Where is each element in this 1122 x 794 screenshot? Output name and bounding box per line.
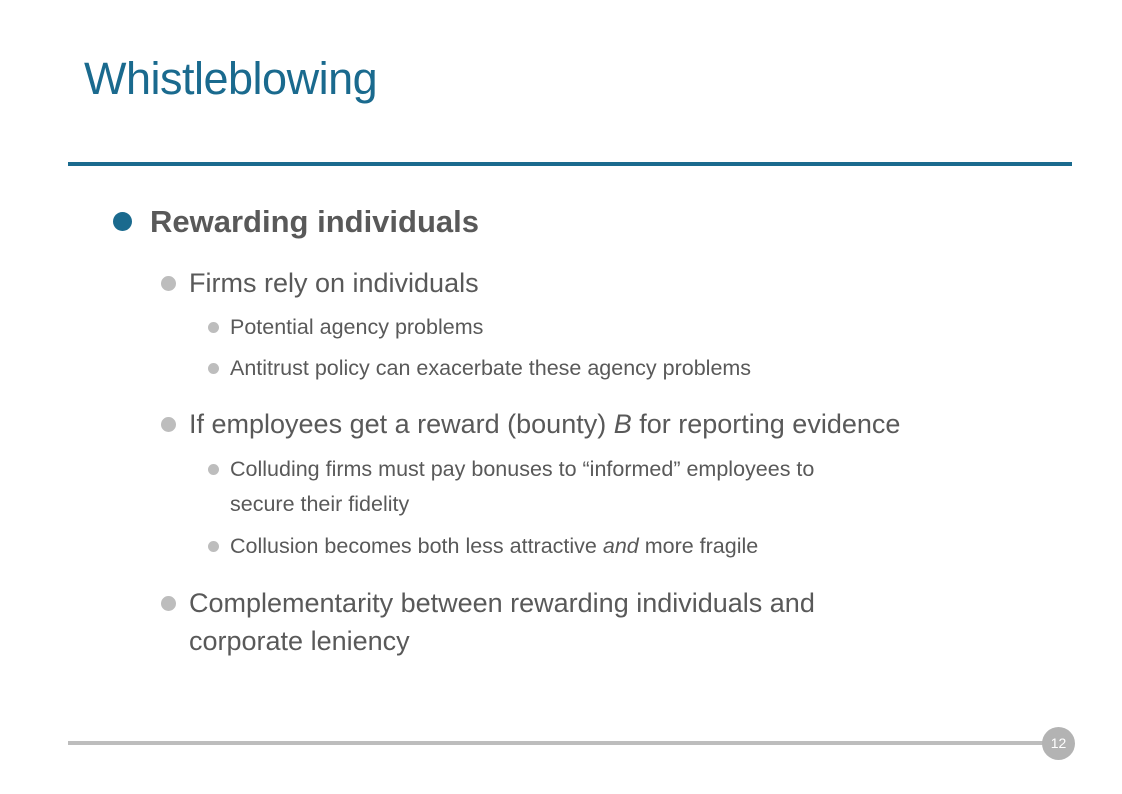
bullet-icon [208,464,219,475]
bullet-collusion-fragile [230,529,758,563]
bullet-antitrust-policy: Antitrust policy can exacerbate these agency problems [230,356,752,380]
collusion-text-start: Collusion becomes both less attractive [230,534,603,558]
bullet-icon [161,417,176,432]
bullet-icon [161,596,176,611]
bullet-complementarity-line1: Complementarity between rewarding individuals and [189,588,815,618]
bullet-employee-reward [189,405,900,443]
bullet-colluding-firms-line2: secure their fidelity [230,492,410,516]
collusion-text-end: more fragile [638,534,759,558]
footer-divider [68,741,1052,745]
bullet-icon [208,322,219,333]
bullet-icon [208,541,219,552]
title-divider [68,162,1072,166]
page-number: 12 [1042,727,1075,760]
reward-text-end: for reporting evidence [631,409,901,439]
bullet-colluding-firms-line1: Colluding firms must pay bonuses to “informed” employees to [230,457,815,481]
bullet-icon [113,212,132,231]
slide-title: Whistleblowing [84,53,378,104]
bullet-icon [161,276,176,291]
reward-variable: B [613,409,632,439]
bullet-agency-problems: Potential agency problems [230,315,484,339]
bullet-complementarity-line2: corporate leniency [189,626,410,656]
bullet-icon [208,363,219,374]
collusion-emphasis: and [602,534,639,558]
reward-text-start: If employees get a reward (bounty) [189,409,614,439]
bullet-firms-rely: Firms rely on individuals [189,268,479,298]
bullet-rewarding-individuals: Rewarding individuals [150,204,479,239]
